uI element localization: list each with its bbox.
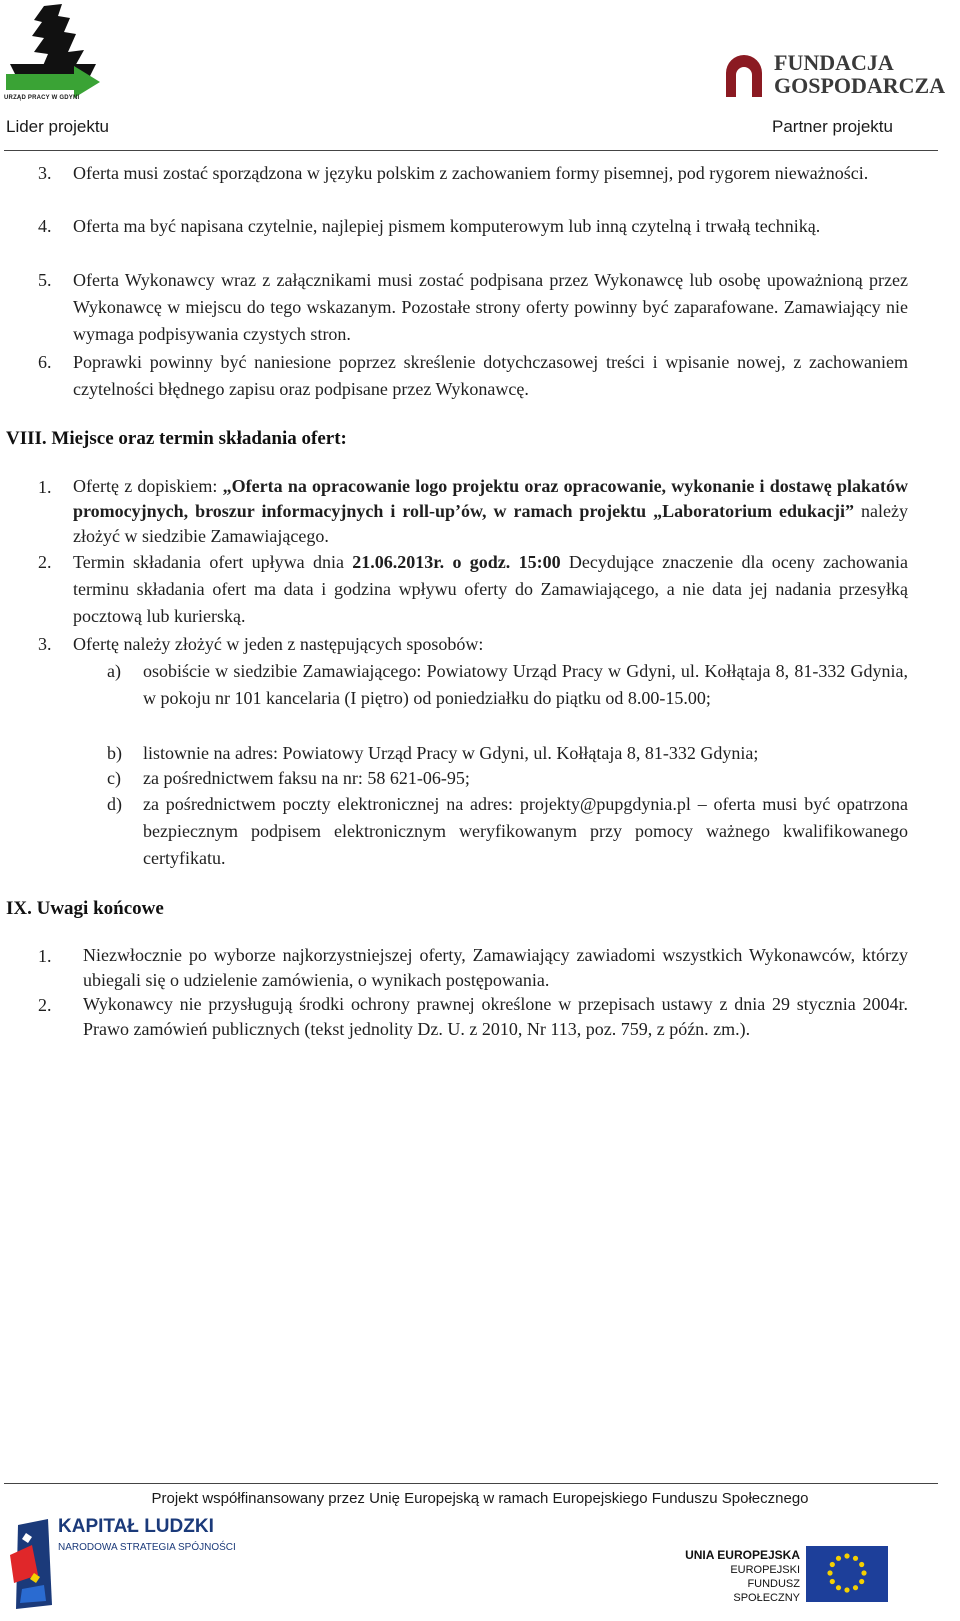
list-number: 6. [38,352,52,372]
list-item: Wykonawcy nie przysługują środki ochrony prawnej określone w przepisach ustawy z dnia 29 stycznia 2004r. Prawo zamówień publicznych (tekst jednolity Dz. U. z 2010, Nr 113, poz. 759, z późn. zm.). [83,994,908,1039]
list-item: Poprawki powinny być naniesione poprzez skreślenie dotychczasowej treści i wpisanie nowej, z zachowaniem czytelności błędnego zapisu oraz podpisane przez Wykonawcę. [73,352,908,399]
eu-flag-icon [806,1546,888,1602]
item-text: Ofertę z dopiskiem: [73,476,223,496]
eu-line2: EUROPEJSKI [730,1564,800,1576]
item-text: należy złożyć w siedzibie Zamawiającego. [73,501,908,546]
sub-item: osobiście w siedzibie Zamawiającego: Powiatowy Urząd Pracy w Gdyni, ul. Kołłątaja 8, 81-332 Gdynia, w pokoju nr 101 kancelaria (I piętro) od poniedziałku do piątku od 8.00-15.00; [143,661,908,708]
sub-item: listownie na adres: Powiatowy Urząd Pracy w Gdyni, ul. Kołłątaja 8, 81-332 Gdynia; [143,743,759,763]
item-text: Decydujące znaczenie dla oceny zachowania terminu składania ofert ma data i godzina wpływu oferty do Zamawiającego, a nie data jej nadania przesyłką pocztową lub kurierską. [73,552,909,626]
partner-projektu-label: Partner projektu [772,117,893,136]
footer-divider [4,1483,938,1484]
fundacja-line2: GOSPODARCZA [774,73,946,98]
sub-letter: b) [107,743,122,763]
fundacja-line1: FUNDACJA [774,50,894,75]
list-item [73,474,908,549]
sub-letter: d) [107,794,122,814]
eu-line1: UNIA EUROPEJSKA [685,1548,800,1562]
fundacja-mark-icon [722,55,766,97]
kapital-ludzki-subtitle: NARODOWA STRATEGIA SPÓJNOŚCI [58,1542,236,1553]
cofinancing-note: Projekt współfinansowany przez Unię Europejską w ramach Europejskiego Funduszu Społecznego [151,1490,809,1507]
urzad-pracy-logo [4,2,104,106]
list-item: Oferta musi zostać sporządzona w języku polskim z zachowaniem formy pisemnej, pod rygorem nieważności. [73,163,869,183]
sub-letter: c) [107,768,121,788]
list-number: 3. [38,163,52,183]
list-number: 5. [38,270,52,290]
sub-letter: a) [107,661,121,681]
list-item: Ofertę należy złożyć w jeden z następujących sposobów: [73,634,484,654]
list-item: Oferta ma być napisana czytelnie, najlepiej pismem komputerowym lub inną czytelną i trwałą techniką. [73,216,821,236]
kapital-ludzki-mark-icon [8,1515,54,1611]
list-number: 2. [38,995,52,1015]
list-item: Niezwłocznie po wyborze najkorzystniejszej oferty, Zamawiający zawiadomi wszystkich Wykonawców, którzy ubiegali się o udzielenie zamówienia, o wynikach postępowania. [83,945,908,990]
lider-projektu-label: Lider projektu [6,117,110,136]
sub-item: za pośrednictwem poczty elektronicznej na adres: projekty@pupgdynia.pl – oferta musi być opatrzona bezpiecznym podpisem elektronicznym weryfikowanym przy pomocy ważnego kwalifikowanego certyfikatu. [143,794,908,868]
section-heading-viii: VIII. Miejsce oraz termin składania ofert: [6,428,347,449]
sub-item: za pośrednictwem faksu na nr: 58 621-06-95; [143,768,470,788]
list-number: 3. [38,634,52,654]
list-item [73,549,908,630]
item-text: Termin składania ofert upływa dnia [73,552,353,572]
urzad-pracy-caption: URZĄD PRACY W GDYNI [4,95,80,101]
eu-text-block [680,1548,800,1605]
header-divider [4,150,938,151]
offer-title: „Oferta na opracowanie logo projektu oraz opracowanie, wykonanie i dostawę plakatów promocyjnych, broszur informacyjnych i roll-up’ów, w ramach projektu „Laboratorium edukacji” [73,476,908,521]
list-number: 1. [38,946,52,966]
list-number: 4. [38,216,52,236]
list-number: 1. [38,477,52,497]
list-item: Oferta Wykonawcy wraz z załącznikami musi zostać podpisana przez Wykonawcę lub osobę upoważnioną przez Wykonawcę w miejscu do tego wskazanym. Pozostałe strony oferty powinny być zaparafowane. Zamawiający nie wymaga podpisywania czystych stron. [73,270,908,344]
kapital-ludzki-logo [8,1515,268,1615]
section-heading-ix: IX. Uwagi końcowe [6,898,164,919]
kapital-ludzki-title: KAPITAŁ LUDZKI [58,1516,214,1537]
eu-line3: FUNDUSZ SPOŁECZNY [733,1578,800,1604]
deadline: 21.06.2013r. o godz. 15:00 [352,552,561,572]
list-number: 2. [38,552,52,572]
